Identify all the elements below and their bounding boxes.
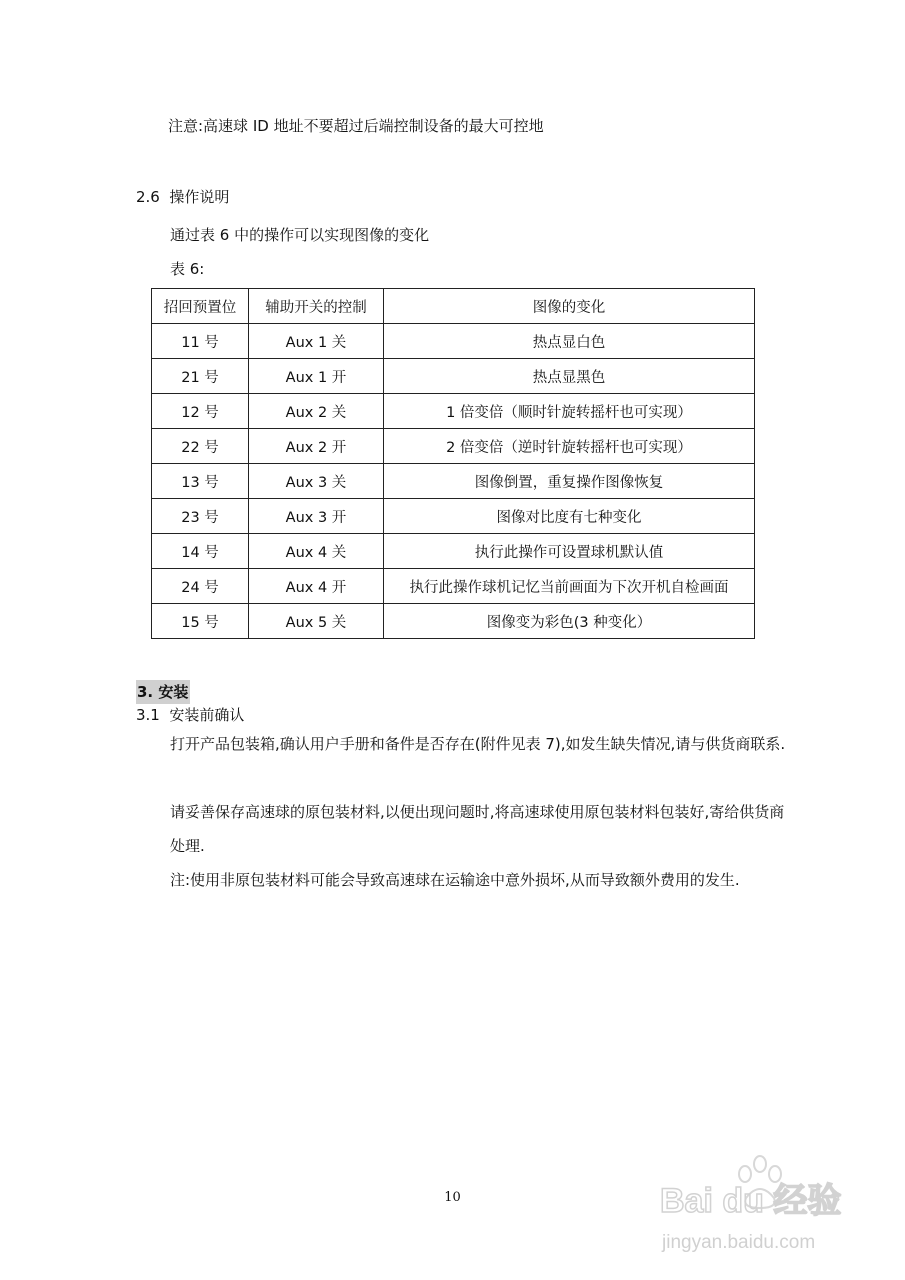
section-number: 3.1	[136, 706, 160, 724]
svg-text:Bai du 经验: Bai du 经验	[660, 1182, 842, 1220]
header-aux-control: 辅助开关的控制	[249, 289, 384, 324]
header-image-change: 图像的变化	[384, 289, 755, 324]
page-number: 10	[444, 1190, 461, 1205]
table-header-row	[152, 289, 755, 324]
table-row	[152, 604, 755, 639]
cell-effect: 图像对比度有七种变化	[384, 499, 755, 534]
cell-preset: 21 号	[152, 359, 249, 394]
cell-preset: 11 号	[152, 324, 249, 359]
cell-preset: 15 号	[152, 604, 249, 639]
cell-preset: 22 号	[152, 429, 249, 464]
watermark-url: jingyan.baidu.com	[662, 1232, 816, 1253]
cell-effect: 热点显白色	[384, 324, 755, 359]
cell-preset: 23 号	[152, 499, 249, 534]
cell-effect: 执行此操作可设置球机默认值	[384, 534, 755, 569]
cell-effect: 执行此操作球机记忆当前画面为下次开机自检画面	[384, 569, 755, 604]
cell-effect: 1 倍变倍（顺时针旋转摇杆也可实现）	[384, 394, 755, 429]
cell-preset: 24 号	[152, 569, 249, 604]
cell-aux: Aux 1 关	[249, 324, 384, 359]
cell-preset: 13 号	[152, 464, 249, 499]
paragraph-unpack: 打开产品包装箱,确认用户手册和备件是否存在(附件见表 7),如发生缺失情况,请与供货商联系.	[170, 735, 786, 753]
header-preset: 招回预置位	[152, 289, 249, 324]
cell-effect: 图像变为彩色(3 种变化）	[384, 604, 755, 639]
cell-aux: Aux 1 开	[249, 359, 384, 394]
table-row	[152, 324, 755, 359]
section-number: 2.6	[136, 188, 160, 206]
cell-aux: Aux 4 关	[249, 534, 384, 569]
table-row	[152, 429, 755, 464]
cell-aux: Aux 3 关	[249, 464, 384, 499]
table-row	[152, 499, 755, 534]
section-2-6-heading	[136, 190, 229, 205]
cell-preset: 12 号	[152, 394, 249, 429]
cell-effect: 图像倒置，重复操作图像恢复	[384, 464, 755, 499]
table-row	[152, 534, 755, 569]
note-line: 注意:高速球 ID 地址不要超过后端控制设备的最大可控地	[168, 117, 544, 135]
cell-aux: Aux 2 关	[249, 394, 384, 429]
section-3-heading: 3. 安装	[136, 680, 190, 704]
operations-table	[151, 288, 755, 639]
section-2-6-text: 通过表 6 中的操作可以实现图像的变化	[170, 226, 430, 244]
section-3-1-heading	[136, 708, 244, 723]
cell-effect: 2 倍变倍（逆时针旋转摇杆也可实现）	[384, 429, 755, 464]
table-row	[152, 569, 755, 604]
cell-aux: Aux 4 开	[249, 569, 384, 604]
paragraph-packaging-note: 注:使用非原包装材料可能会导致高速球在运输途中意外损坏,从而导致额外费用的发生.	[170, 871, 740, 889]
section-title: 操作说明	[169, 188, 230, 206]
baidu-watermark-logo	[660, 1150, 880, 1270]
table-row	[152, 394, 755, 429]
cell-effect: 热点显黑色	[384, 359, 755, 394]
cell-aux: Aux 5 关	[249, 604, 384, 639]
cell-preset: 14 号	[152, 534, 249, 569]
section-title: 安装前确认	[169, 706, 245, 724]
cell-aux: Aux 2 开	[249, 429, 384, 464]
paragraph-keep-packaging: 请妥善保存高速球的原包装材料,以便出现问题时,将高速球使用原包装材料包装好,寄给供货商处理.	[170, 803, 785, 855]
cell-aux: Aux 3 开	[249, 499, 384, 534]
table-row	[152, 464, 755, 499]
table-caption: 表 6:	[170, 260, 205, 278]
table-row	[152, 359, 755, 394]
